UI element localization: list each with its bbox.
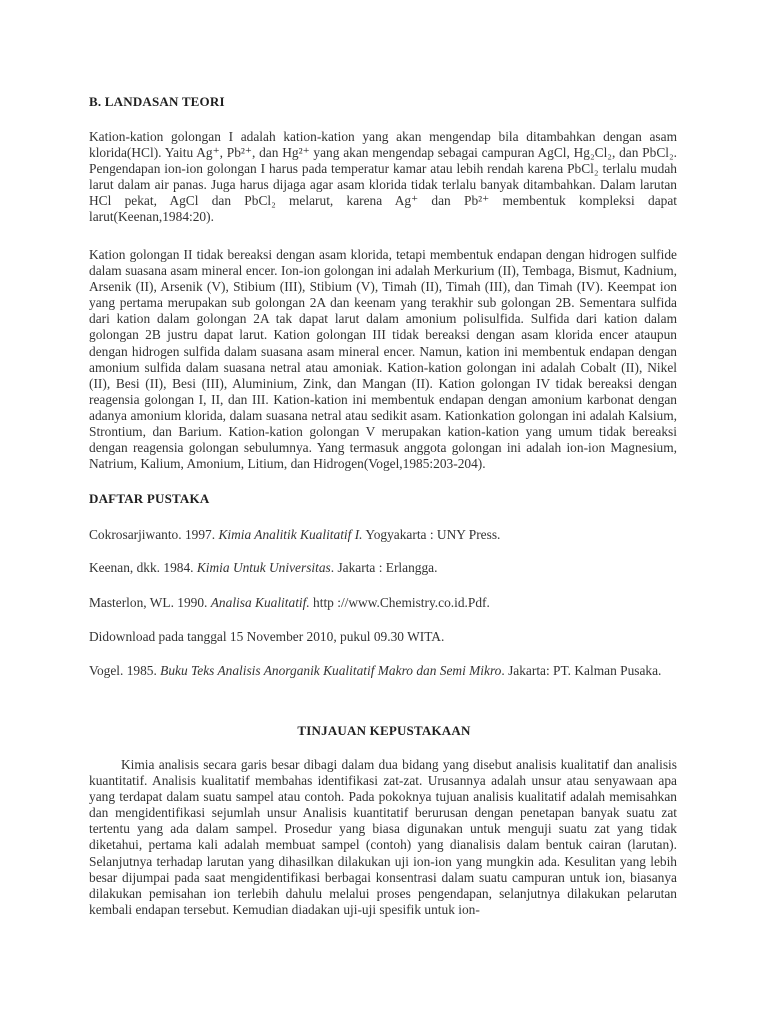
reference-text: . Jakarta: PT. Kalman Pusaka. — [501, 663, 662, 678]
reference-title: Buku Teks Analisis Anorganik Kualitatif Makro dan Semi Mikro — [160, 663, 502, 678]
reference-item — [89, 629, 679, 645]
reference-title: Analisa Kualitatif. — [210, 595, 310, 610]
reference-text: Masterlon, WL. 1990. — [89, 595, 211, 610]
reference-item — [89, 595, 679, 611]
reference-title: Kimia Untuk Universitas — [196, 560, 331, 575]
reference-text: Cokrosarjiwanto. 1997. — [89, 527, 219, 542]
section-heading-tinjauan-kepustakaan: TINJAUAN KEPUSTAKAAN — [297, 723, 471, 738]
paragraph-kimia-analisis: Kimia analisis secara garis besar dibagi dalam dua bidang yang disebut analisis kualitatif dan analisis kuantitatif. Analisis kualitatif membahas identifikasi zat-zat. Urusannya adalah unsur atau senyawaan apa yang terdapat dalam suatu sampel atau contoh. Pada pokoknya tujuan analisis kualitatif adalah memisahkan dan mengidentifikasi sejumlah unsur Analisis kuantitatif berurusan dengan penetapan banyak suatu zat tertentu yang ada dalam sampel. Prosedur yang biasa digunakan untuk menguji suatu zat yang tidak diketahui, pertama kali adalah membuat sampel (contoh) yang dianalisis dalam bentuk cairan (larutan). Selanjutnya terhadap larutan yang dihasilkan dilakukan uji ion-ion yang mungkin ada. Kesulitan yang lebih besar dijumpai pada saat mengidentifikasi berbagai konsentrasi dalam suatu campuran untuk ion, biasanya dilakukan pemisahan ion terlebih dahulu melalui proses pengendapan, selanjutnya dilakukan pelarutan kembali endapan tersebut. Kemudian diadakan uji-uji spesifik untuk ion- — [89, 757, 677, 917]
paragraph-kation-golongan-1: Kation-kation golongan I adalah kation-kation yang akan mengendap bila ditambahkan dengan asam klorida(HCl). Yaitu Ag⁺, Pb²⁺, dan Hg²⁺ yang akan mengendap sebagai campuran AgCl, Hg₂Cl₂, dan PbCl₂. Pengendapan ion-ion golongan I harus pada temperatur kamar atau lebih rendah karena PbCl₂ terlalu mudah larut dalam air panas. Juga harus dijaga agar asam klorida tidak terlalu banyak ditambahkan. Dalam larutan HCl pekat, AgCl dan PbCl₂ melarut, karena Ag⁺ dan Pb²⁺ membentuk kompleksi dapat larut(Keenan,1984:20). — [89, 129, 677, 225]
reference-text: Vogel. 1985. — [89, 663, 161, 678]
reference-item — [89, 527, 679, 543]
reference-item — [89, 560, 679, 576]
reference-text: . Jakarta : Erlangga. — [330, 560, 438, 575]
paragraph-kation-golongan-2-5: Kation golongan II tidak bereaksi dengan asam klorida, tetapi membentuk endapan dengan hidrogen sulfide dalam suasana asam mineral encer. Ion-ion golongan ini adalah Merkurium (II), Tembaga, Bismut, Kadnium, Arsenik (II), Arsenik (V), Stibium (III), Stibium (V), Timah (II), Timah (III), dan Timah (IV). Keempat ion yang pertama merupakan sub golongan 2A dan keenam yang terakhir sub golongan 2B. Sementara sulfida dari kation dalam golongan 2A tak dapat larut dalam amonium polisulfida. Sulfida dari kation dalam golongan 2B justru dapat larut. Kation golongan III tidak bereaksi dengan asam klorida encer ataupun dengan hidrogen sulfida dalam suasana asam mineral encer. Namun, kation ini membentuk endapan dengan amonium sulfida dalam suasana netral atau amoniak. Kation-kation golongan ini adalah Cobalt (II), Nikel (II), Besi (II), Besi (III), Aluminium, Zink, dan Mangan (II). Kation golongan IV tidak bereaksi dengan reagensia golongan I, II, dan III. Kation-kation ini membentuk endapan dengan amonium karbonat dengan adanya amonium klorida, dalam suasana netral atau sedikit asam. Kationkation golongan ini adalah Kalsium, Strontium, dan Barium. Kation-kation golongan V merupakan kation-kation yang umum tidak bereaksi dengan reagensia golongan sebulumnya. Yang termasuk anggota golongan ini adalah ion-ion Magnesium, Natrium, Kalium, Amonium, Litium, dan Hidrogen(Vogel,1985:203-204). — [89, 247, 677, 472]
reference-item — [89, 663, 679, 679]
reference-title: Kimia Analitik Kualitatif I. — [218, 527, 363, 542]
reference-text: http ://www.Chemistry.co.id.Pdf. — [309, 595, 490, 610]
reference-text: Yogyakarta : UNY Press. — [362, 527, 501, 542]
section-heading-daftar-pustaka: DAFTAR PUSTAKA — [89, 491, 210, 506]
reference-text: Didownload pada tanggal 15 November 2010, pukul 09.30 WITA. — [89, 629, 445, 644]
reference-text: Keenan, dkk. 1984. — [89, 560, 197, 575]
section-heading-landasan-teori: B. LANDASAN TEORI — [89, 94, 225, 109]
